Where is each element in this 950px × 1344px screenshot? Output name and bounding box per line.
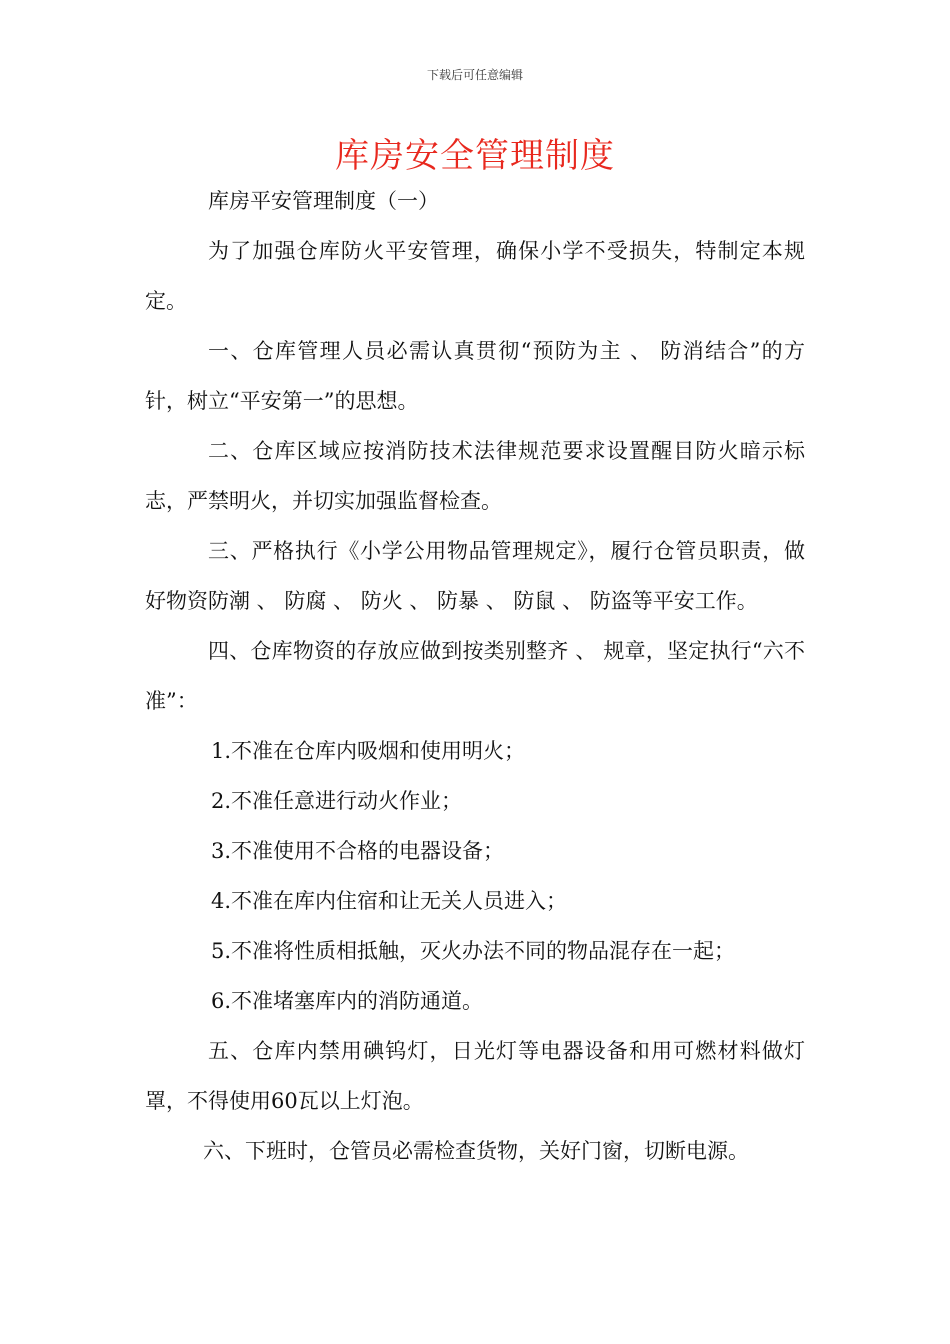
rule-item: 1.不准在仓库内吸烟和使用明火； xyxy=(211,739,526,763)
paragraph-two: 二、仓库区域应按消防技术法律规范要求设置醒目防火暗示标志，严禁明火，并切实加强监督检查。 xyxy=(145,439,805,513)
subtitle: 库房平安管理制度（一） xyxy=(208,189,439,213)
rule-item: 2.不准任意进行动火作业； xyxy=(211,789,463,813)
paragraph-five: 五、仓库内禁用碘钨灯，日光灯等电器设备和用可燃材料做灯罩，不得使用60瓦以上灯泡。 xyxy=(145,1039,805,1113)
rule-item: 3.不准使用不合格的电器设备； xyxy=(211,839,505,863)
rule-item: 4.不准在库内住宿和让无关人员进入； xyxy=(211,889,568,913)
rule-item: 6.不准堵塞库内的消防通道。 xyxy=(211,989,484,1013)
paragraph-one: 一、仓库管理人员必需认真贯彻“预防为主 、 防消结合”的方针，树立“平安第一”的思想。 xyxy=(145,339,805,413)
paragraph-six: 六、下班时，仓管员必需检查货物，关好门窗，切断电源。 xyxy=(203,1139,749,1163)
rule-item: 5.不准将性质相抵触，灭火办法不同的物品混存在一起； xyxy=(211,939,736,963)
paragraph-intro: 为了加强仓库防火平安管理，确保小学不受损失，特制定本规定。 xyxy=(145,239,805,313)
paragraph-four: 四、仓库物资的存放应做到按类别整齐 、 规章，坚定执行“六不准”： xyxy=(145,639,805,713)
document-body xyxy=(145,176,805,1176)
paragraph-three: 三、严格执行《小学公用物品管理规定》，履行仓管员职责，做好物资防潮 、 防腐 、 防火 、 防暴 、 防鼠 、 防盗等平安工作。 xyxy=(145,539,805,613)
document-title: 库房安全管理制度 xyxy=(335,136,615,176)
header-note: 下载后可任意编辑 xyxy=(426,68,523,82)
